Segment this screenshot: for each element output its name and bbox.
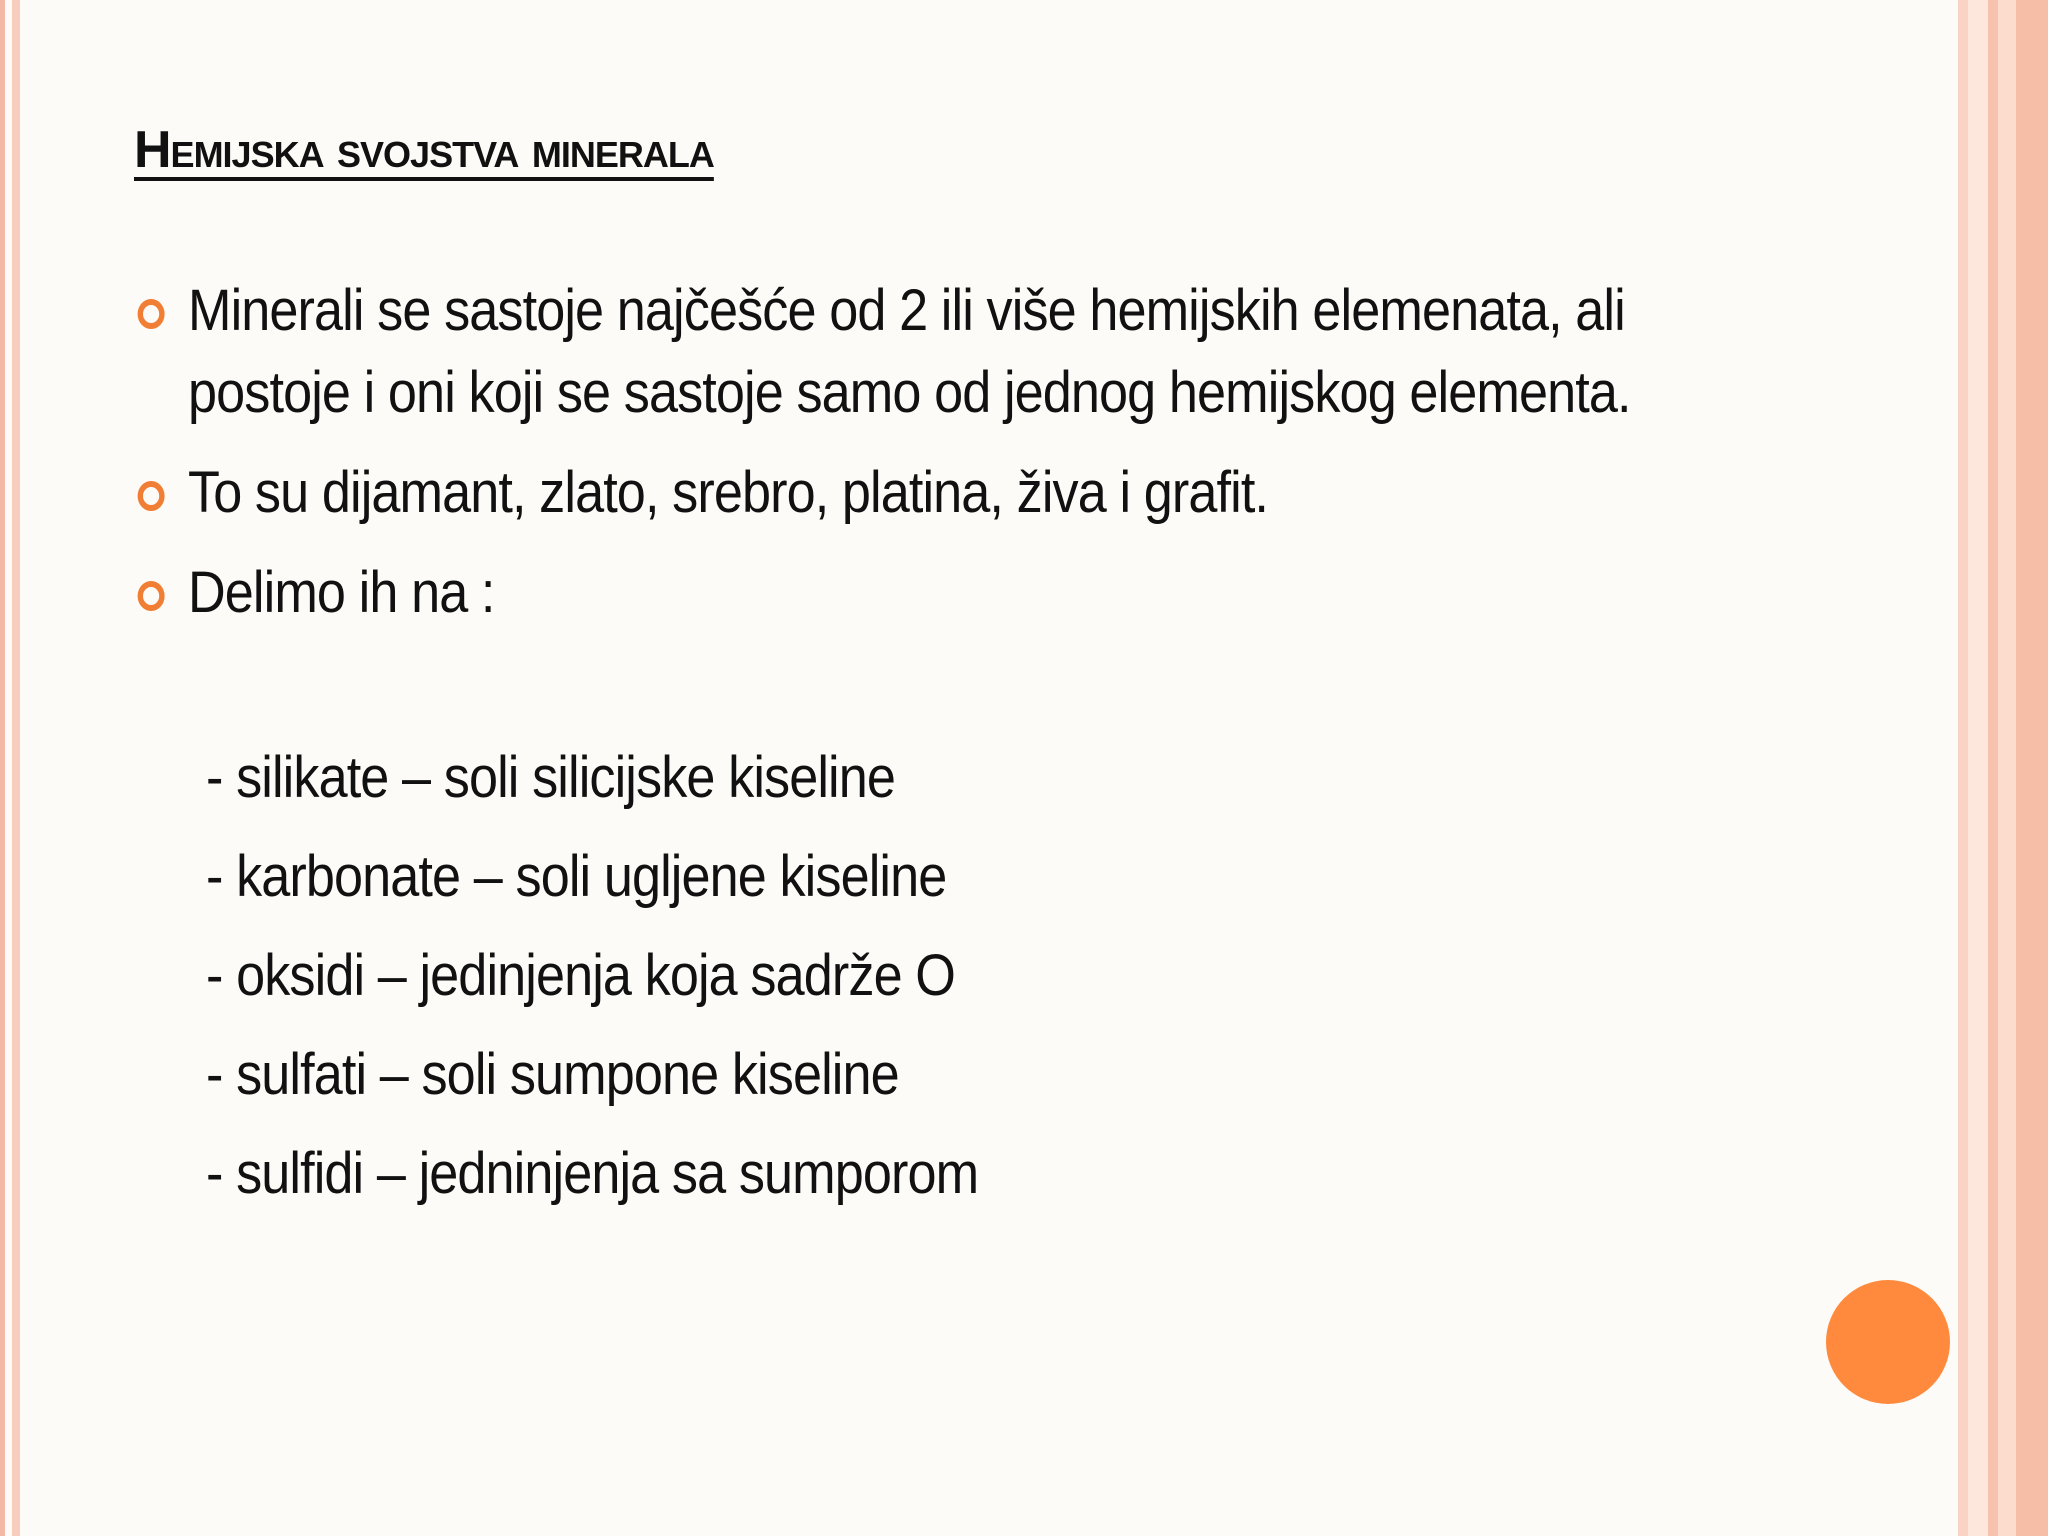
right-border-stripe-2 bbox=[1968, 0, 1988, 1536]
bullet-ring-icon bbox=[138, 299, 165, 329]
bullet-ring-icon bbox=[138, 581, 165, 611]
right-border-stripe-1 bbox=[1958, 0, 1968, 1536]
bullet-item bbox=[134, 452, 1718, 534]
bullet-text: To su dijamant, zlato, srebro, platina, živa i grafit. bbox=[188, 460, 1269, 525]
sub-list-item: - karbonate – soli ugljene kiseline bbox=[206, 844, 947, 909]
decorative-circle bbox=[1826, 1280, 1950, 1404]
sub-list bbox=[206, 728, 1064, 1223]
bullet-ring-icon bbox=[138, 481, 165, 511]
bullet-text: Delimo ih na : bbox=[188, 560, 495, 625]
bullet-text: Minerali se sastoje najčešće od 2 ili više hemijskih elemenata, ali postoje i oni koji se sastoje samo od jednog hemijskog elementa. bbox=[188, 278, 1631, 425]
sub-list-item: - oksidi – jedinjenja koja sadrže O bbox=[206, 943, 956, 1008]
bullet-item bbox=[134, 270, 1718, 434]
right-border-stripe-4 bbox=[1998, 0, 2016, 1536]
right-border-stripe-3 bbox=[1988, 0, 1998, 1536]
bullet-item bbox=[134, 552, 1718, 634]
sub-list-item: - sulfati – soli sumpone kiseline bbox=[206, 1042, 899, 1107]
left-border-stripe-inner bbox=[12, 0, 20, 1536]
right-border-stripe-5 bbox=[2016, 0, 2048, 1536]
sub-list-item: - silikate – soli silicijske kiseline bbox=[206, 745, 896, 810]
bullet-list bbox=[134, 270, 1734, 652]
left-border-stripe bbox=[0, 0, 5, 1536]
slide-title: Hemijska svojstva minerala bbox=[134, 121, 714, 179]
sub-list-item: - sulfidi – jedninjenja sa sumporom bbox=[206, 1141, 979, 1206]
